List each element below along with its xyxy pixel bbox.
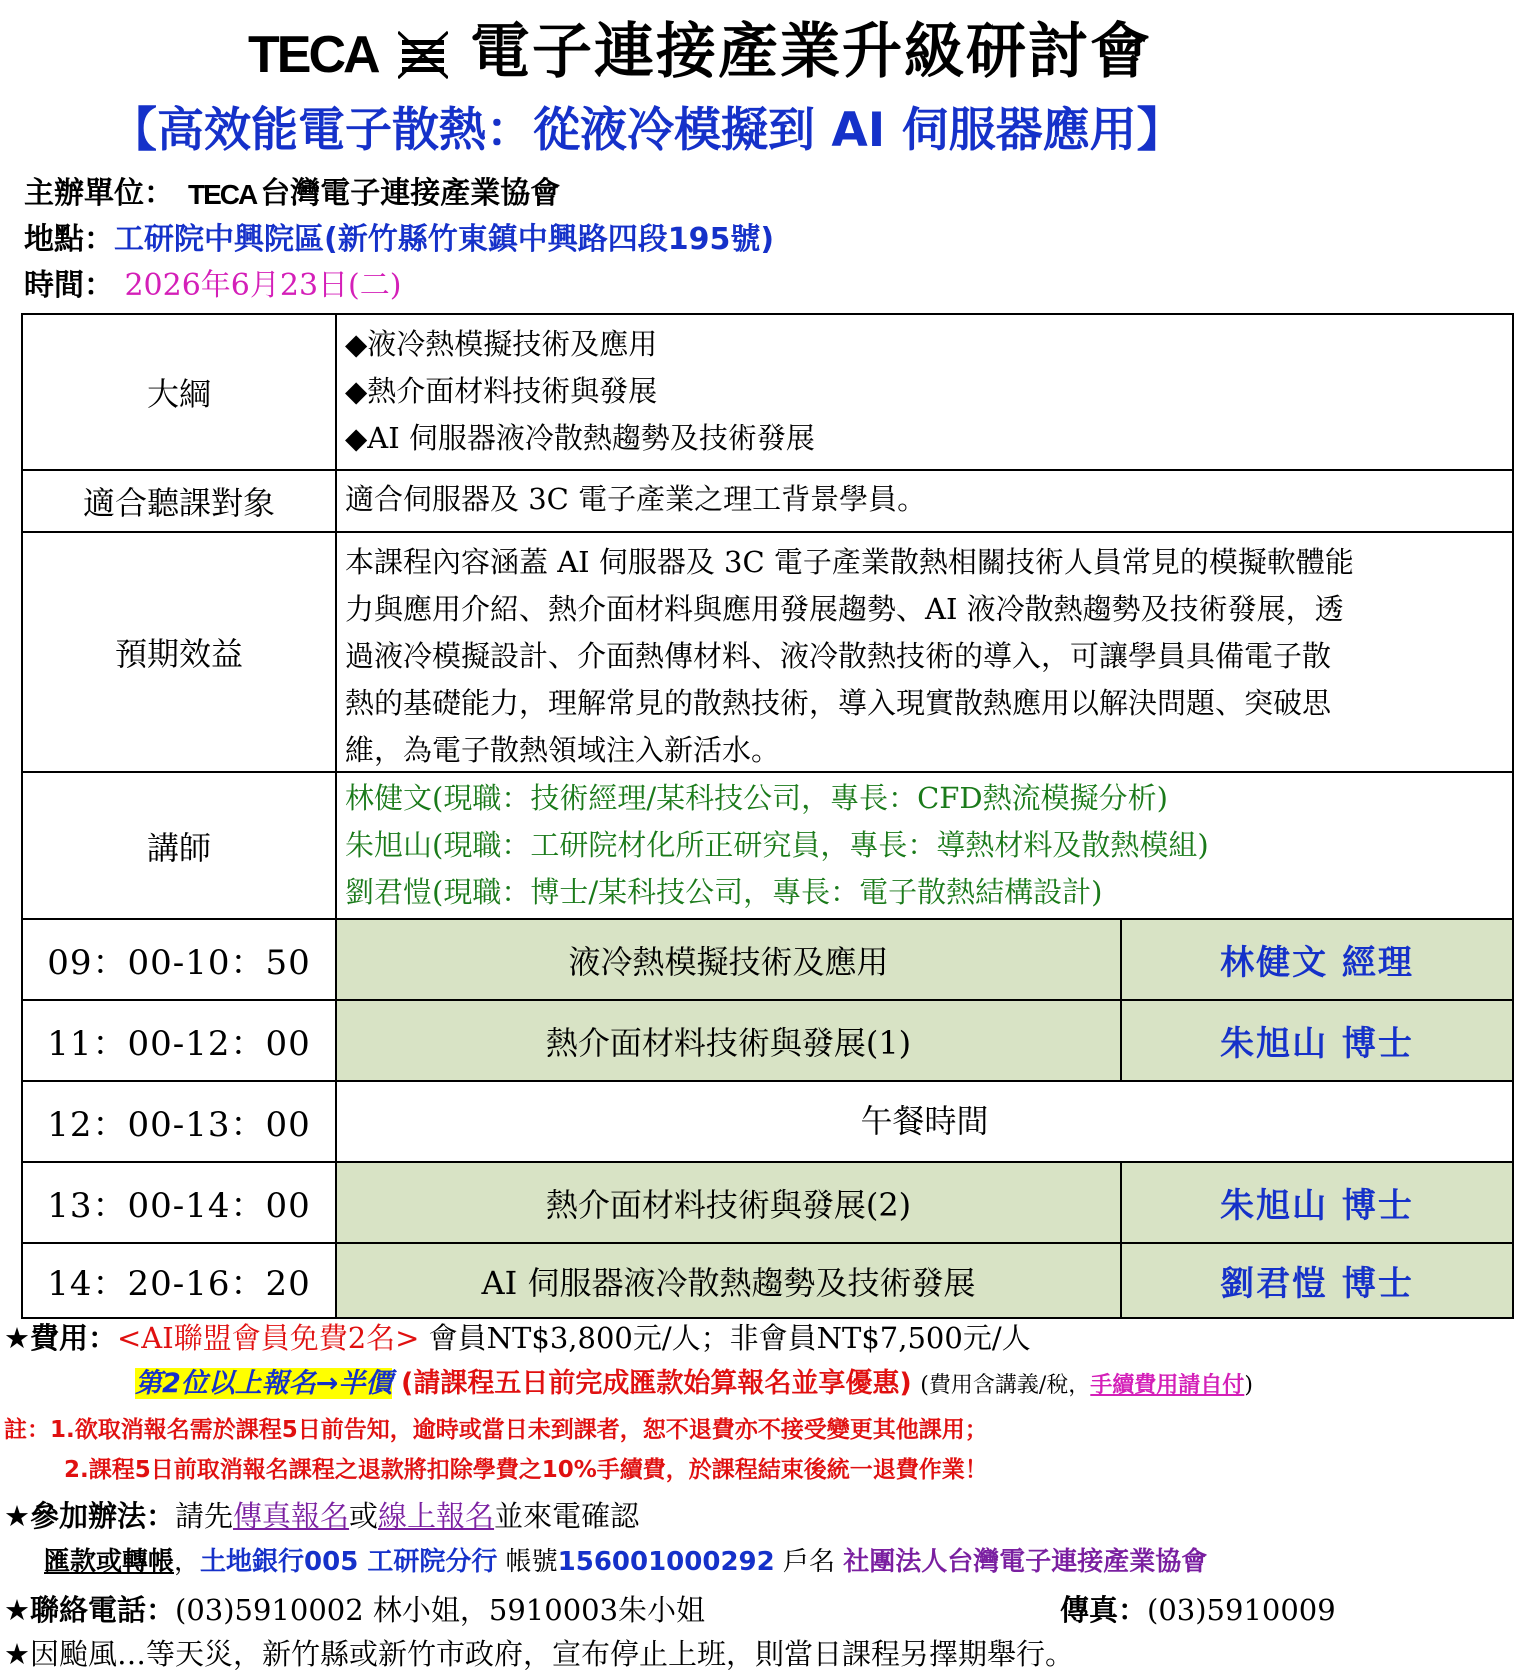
tax-note bbox=[920, 1373, 1253, 1398]
benefit-line: 熱的基礎能力，理解常見的散熱技術，導入現實散熱應用以解決問題、突破思 bbox=[345, 686, 1332, 720]
time-line bbox=[24, 264, 401, 308]
payee-label: 戶名 bbox=[783, 1547, 836, 1577]
title-row bbox=[0, 10, 1517, 90]
bank-sep: ， bbox=[174, 1547, 201, 1577]
audience-label: 適合聽課對象 bbox=[23, 471, 337, 531]
schedule-speaker: 劉君愷 博士 bbox=[1122, 1244, 1512, 1317]
schedule-time: 14：20-16：20 bbox=[23, 1244, 337, 1317]
organizer-logo: TECA bbox=[188, 178, 257, 210]
benefit-text bbox=[337, 533, 1512, 771]
lecturer-row bbox=[23, 773, 1512, 920]
payee-name: 社團法人台灣電子連接產業協會 bbox=[843, 1547, 1208, 1577]
fax-line bbox=[1060, 1590, 1336, 1630]
note-2: 2.課程5日前取消報名課程之退款將扣除學費之10%手續費，於課程結束後統一退費作業！ bbox=[64, 1457, 988, 1483]
schedule-topic: AI 伺服器液冷散熱趨勢及技術發展 bbox=[337, 1244, 1122, 1317]
bank-label: 匯款或轉帳 bbox=[44, 1547, 175, 1577]
schedule-time: 09：00-10：50 bbox=[23, 920, 337, 999]
page-title: 電子連接產業升級研討會 bbox=[470, 17, 1152, 87]
location-line bbox=[24, 218, 774, 262]
schedule-topic: 熱介面材料技術與發展(1) bbox=[337, 1001, 1122, 1080]
account-number: 156001000292 bbox=[557, 1547, 775, 1577]
bank-name: 土地銀行005 工研院分行 bbox=[200, 1547, 498, 1577]
lecturer-item: 林健文(現職：技術經理/某科技公司，專長：CFD熱流模擬分析) bbox=[345, 781, 1168, 815]
benefit-row bbox=[23, 533, 1512, 773]
schedule-time: 12：00-13：00 bbox=[23, 1082, 337, 1161]
fax-value: (03)5910009 bbox=[1147, 1593, 1336, 1627]
teca-logo bbox=[248, 24, 448, 86]
fee-label: ★費用： bbox=[4, 1321, 117, 1355]
benefit-label: 預期效益 bbox=[23, 533, 337, 771]
phone-line bbox=[4, 1590, 705, 1630]
typhoon-text: 因颱風…等天災，新竹縣或新竹市政府，宣布停止上班，則當日課程另擇期舉行。 bbox=[30, 1637, 1075, 1671]
location-value: 工研院中興院區(新竹縣竹東鎮中興路四段195號) bbox=[114, 222, 775, 257]
event-subtitle: 【高效能電子散熱：從液冷模擬到 AI 伺服器應用】 bbox=[110, 103, 1184, 158]
handling-fee-link[interactable]: 手續費用請自付 bbox=[1090, 1372, 1245, 1398]
lecturer-item: 朱旭山(現職：工研院材化所正研究員，專長：導熱材料及散熱模組) bbox=[345, 828, 1209, 862]
organizer-line bbox=[24, 172, 560, 217]
schedule-topic: 午餐時間 bbox=[860, 1102, 989, 1140]
typhoon-line bbox=[4, 1634, 1074, 1674]
half-price-note: (請課程五日前完成匯款始算報名並享優惠) bbox=[401, 1368, 912, 1399]
outline-item: ◆液冷熱模擬技術及應用 bbox=[345, 327, 658, 361]
schedule-topic: 液冷熱模擬技術及應用 bbox=[337, 920, 1122, 999]
audience-row bbox=[23, 471, 1512, 533]
outline-item: ◆熱介面材料技術與發展 bbox=[345, 374, 658, 408]
schedule-speaker: 朱旭山 博士 bbox=[1122, 1001, 1512, 1080]
phone-value: (03)5910002 林小姐，5910003朱小姐 bbox=[175, 1593, 706, 1627]
bank-line bbox=[44, 1542, 1207, 1582]
schedule-row bbox=[23, 1244, 1512, 1317]
schedule-topic: 熱介面材料技術與發展(2) bbox=[337, 1163, 1122, 1242]
benefit-line: 維，為電子散熱領域注入新活水。 bbox=[345, 733, 781, 767]
schedule-row bbox=[23, 1163, 1512, 1244]
lecturer-list bbox=[337, 773, 1512, 918]
fee-promo: <AI聯盟會員免費2名> bbox=[117, 1321, 420, 1355]
fax-signup-link[interactable]: 傳真報名 bbox=[233, 1499, 350, 1533]
lecturer-label: 講師 bbox=[23, 773, 337, 918]
schedule-row bbox=[23, 920, 1512, 1001]
schedule-time: 11：00-12：00 bbox=[23, 1001, 337, 1080]
half-price-highlight: 第2位以上報名→半價 bbox=[135, 1368, 393, 1399]
discount-line bbox=[135, 1364, 1253, 1406]
outline-label: 大綱 bbox=[23, 315, 337, 469]
tax-note-prefix: (費用含講義/稅， bbox=[920, 1373, 1091, 1398]
typhoon-star: ★ bbox=[4, 1637, 30, 1671]
organizer-label: 主辦單位： bbox=[24, 176, 174, 211]
online-signup-link[interactable]: 線上報名 bbox=[378, 1499, 495, 1533]
schedule-row bbox=[23, 1001, 1512, 1082]
lecturer-item: 劉君愷(現職：博士/某科技公司，專長：電子散熱結構設計) bbox=[345, 875, 1103, 909]
join-pre: 請先 bbox=[175, 1499, 234, 1533]
join-post: 並來電確認 bbox=[494, 1499, 640, 1533]
time-value: 2026年6月23日(二) bbox=[124, 268, 402, 303]
location-label: 地點： bbox=[24, 222, 114, 257]
join-line bbox=[4, 1496, 639, 1536]
schedule-time: 13：00-14：00 bbox=[23, 1163, 337, 1242]
schedule-speaker: 林健文 經理 bbox=[1122, 920, 1512, 999]
schedule-row-lunch bbox=[23, 1082, 1512, 1163]
tax-note-suffix: ) bbox=[1244, 1373, 1253, 1398]
note-1: 註：1.欲取消報名需於課程5日前告知，逾時或當日未到課者，恕不退費亦不接受變更其他課用； bbox=[4, 1417, 988, 1443]
fax-label: 傳真： bbox=[1060, 1593, 1148, 1627]
organizer-name: 台灣電子連接產業協會 bbox=[260, 176, 561, 211]
account-label: 帳號 bbox=[505, 1547, 558, 1577]
teca-logo-icon bbox=[398, 30, 448, 80]
fee-line bbox=[4, 1318, 1031, 1358]
teca-logo-text: TECA bbox=[248, 26, 378, 84]
outline-item: ◆AI 伺服器液冷散熱趨勢及技術發展 bbox=[345, 421, 815, 455]
join-or: 或 bbox=[349, 1499, 379, 1533]
course-table bbox=[21, 313, 1514, 1319]
benefit-line: 力與應用介紹、熱介面材料與應用發展趨勢、AI 液冷散熱趨勢及技術發展，透 bbox=[345, 592, 1344, 626]
join-label: ★參加辦法： bbox=[4, 1499, 175, 1533]
outline-items bbox=[337, 315, 1512, 469]
phone-label: ★聯絡電話： bbox=[4, 1593, 175, 1627]
fee-text: 會員NT$3,800元/人；非會員NT$7,500元/人 bbox=[428, 1321, 1031, 1355]
benefit-line: 本課程內容涵蓋 AI 伺服器及 3C 電子產業散熱相關技術人員常見的模擬軟體能 bbox=[345, 545, 1354, 579]
time-label: 時間： bbox=[24, 268, 114, 303]
outline-row bbox=[23, 315, 1512, 471]
benefit-line: 過液冷模擬設計、介面熱傳材料、液冷散熱技術的導入，可讓學員具備電子散 bbox=[345, 639, 1332, 673]
audience-value: 適合伺服器及 3C 電子產業之理工背景學員。 bbox=[345, 482, 927, 516]
schedule-speaker: 朱旭山 博士 bbox=[1122, 1163, 1512, 1242]
